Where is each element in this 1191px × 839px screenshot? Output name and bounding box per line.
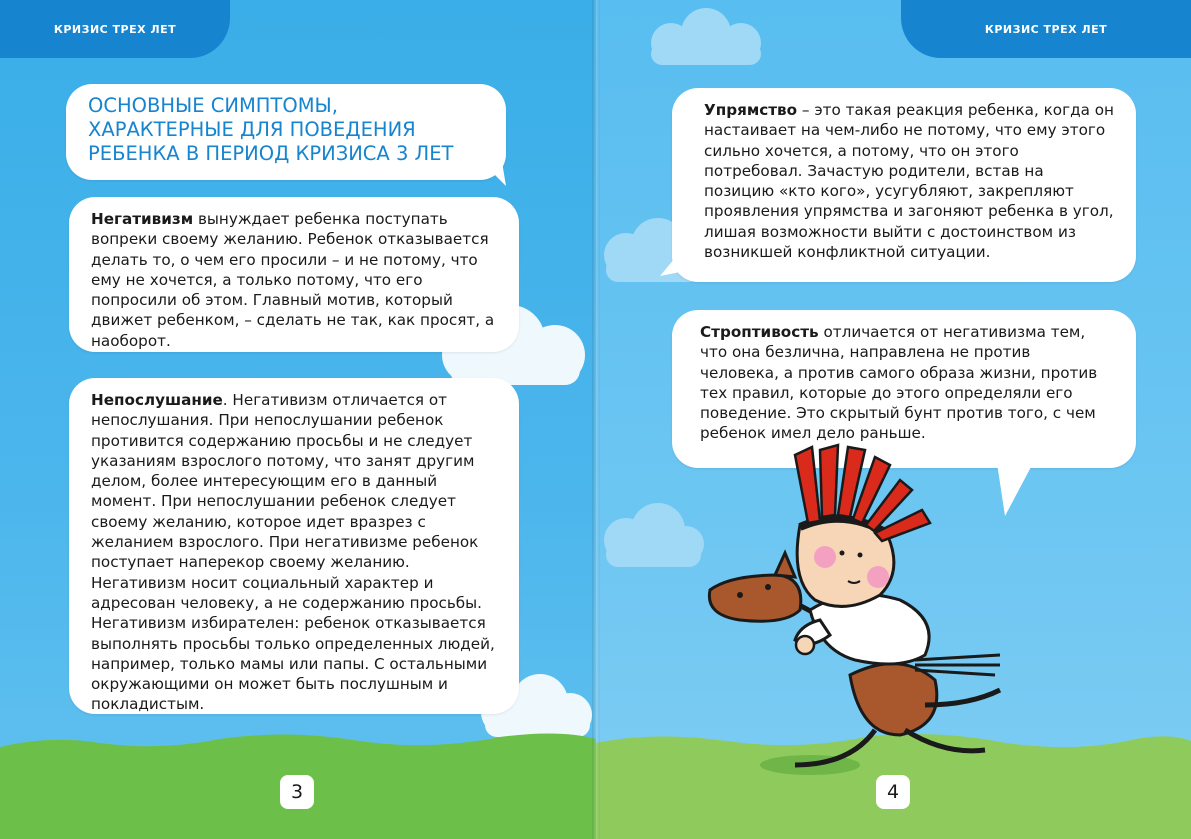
page-heading: ОСНОВНЫЕ СИМПТОМЫ, ХАРАКТЕРНЫЕ ДЛЯ ПОВЕДЕНИЯ РЕБЕНКА В ПЕРИОД КРИЗИСА 3 ЛЕТ xyxy=(66,84,506,180)
cloud-icon xyxy=(636,8,776,68)
bubble-tail xyxy=(660,240,690,280)
page-number: 4 xyxy=(876,775,910,809)
bubble-tail xyxy=(470,150,510,190)
section-tab: КРИЗИС ТРЕХ ЛЕТ xyxy=(0,0,230,58)
obstinacy-text: отличается от негативизма тем, что она безлична, направлена не против человека, а против самого образа жизни, против тех правил, которые до этого определяли его поведение. Это скрытый бунт против того, с чем ребенок имел дело раньше. xyxy=(700,323,1098,443)
boy-indian-riding-hobby-horse-illustration xyxy=(700,435,1020,795)
obstinacy-term: Строптивость xyxy=(700,323,819,341)
stubbornness-term: Упрямство xyxy=(704,101,798,119)
disobedience-bubble xyxy=(69,378,519,714)
cloud-icon xyxy=(596,500,706,570)
stubbornness-text: – это такая реакция ребенка, когда он настаивает на чем-либо не потому, что ему этого сильно хочется, а потому, что он этого потребовал. Зачастую родители, встав на позицию «кто кого», усугубляют, закрепляют проявления упрямства и загоняют ребенка в угол, лишая возможности выйти с достоинством из возникшей конфликтной ситуации. xyxy=(704,101,1114,262)
section-tab: КРИЗИС ТРЕХ ЛЕТ xyxy=(901,0,1191,58)
stubbornness-bubble xyxy=(672,88,1136,282)
page-number: 3 xyxy=(280,775,314,809)
negativism-term: Негативизм xyxy=(91,210,194,228)
negativism-bubble xyxy=(69,197,519,352)
disobedience-text: . Негативизм отличается от непослушания. При непослушании ребенок противится содержанию просьбы и не следует указаниям взрослого потому, что занят другим делом, более интересующим его в данный момент. При непослушании ребенок следует своему желанию, которое идет вразрез с желанием взрослого. При негативизме ребенок поступает наперекор своему желанию. Негативизм носит социальный характер и адресован человеку, а не содержанию просьбы. Негативизм избирателен: ребенок отказывается выполнять просьбы только определенных людей, например, только мамы или папы. С остальными окружающими он может быть послушным и покладистым. xyxy=(91,391,495,714)
disobedience-term: Непослушание xyxy=(91,391,223,409)
negativism-text: вынуждает ребенка поступать вопреки своему желанию. Ребенок отказывается делать то, о чем его просили – и не потому, что ему не хочется, а только потому, что его попросили об этом. Главный мотив, который движет ребенком, – сделать не так, как просят, а наоборот. xyxy=(91,210,495,350)
page-fold xyxy=(592,0,600,839)
